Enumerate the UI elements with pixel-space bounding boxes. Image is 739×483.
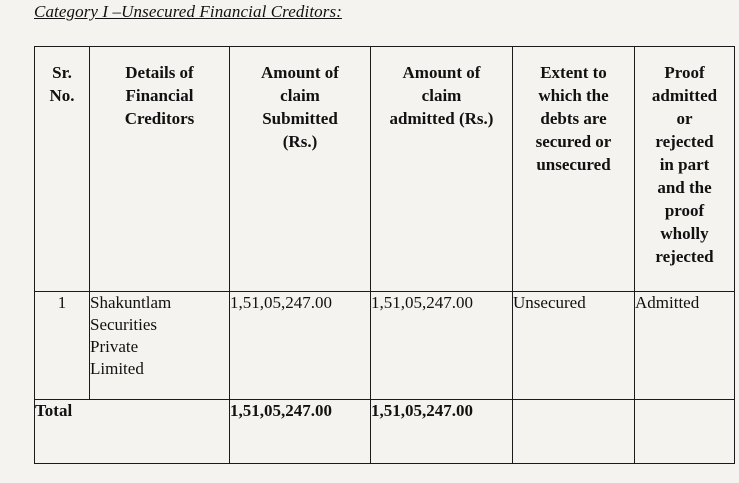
table-row <box>35 292 735 400</box>
row-amount-submitted: 1,51,05,247.00 <box>230 292 371 400</box>
header-extent: Extent to which the debts are secured or unsecured <box>513 47 635 292</box>
row-amount-admitted: 1,51,05,247.00 <box>371 292 513 400</box>
row-creditor-name: Shakuntlam Securities Private Limited <box>90 292 230 400</box>
page-heading: Category I –Unsecured Financial Creditors: <box>34 2 342 21</box>
total-amount-submitted: 1,51,05,247.00 <box>230 400 371 464</box>
financial-creditors-table <box>34 46 735 464</box>
total-extent-empty <box>513 400 635 464</box>
row-sr-no: 1 <box>35 292 90 400</box>
table-total-row <box>35 400 735 464</box>
row-extent: Unsecured <box>513 292 635 400</box>
row-proof: Admitted <box>635 292 735 400</box>
header-details: Details of Financial Creditors <box>90 47 230 292</box>
header-amount-admitted: Amount of claim admitted (Rs.) <box>371 47 513 292</box>
total-proof-empty <box>635 400 735 464</box>
header-sr-no: Sr. No. <box>35 47 90 292</box>
total-label: Total <box>35 400 230 464</box>
header-proof: Proof admitted or rejected in part and the proof wholly rejected <box>635 47 735 292</box>
table-header-row <box>35 47 735 292</box>
total-amount-admitted: 1,51,05,247.00 <box>371 400 513 464</box>
header-amount-submitted: Amount of claim Submitted (Rs.) <box>230 47 371 292</box>
